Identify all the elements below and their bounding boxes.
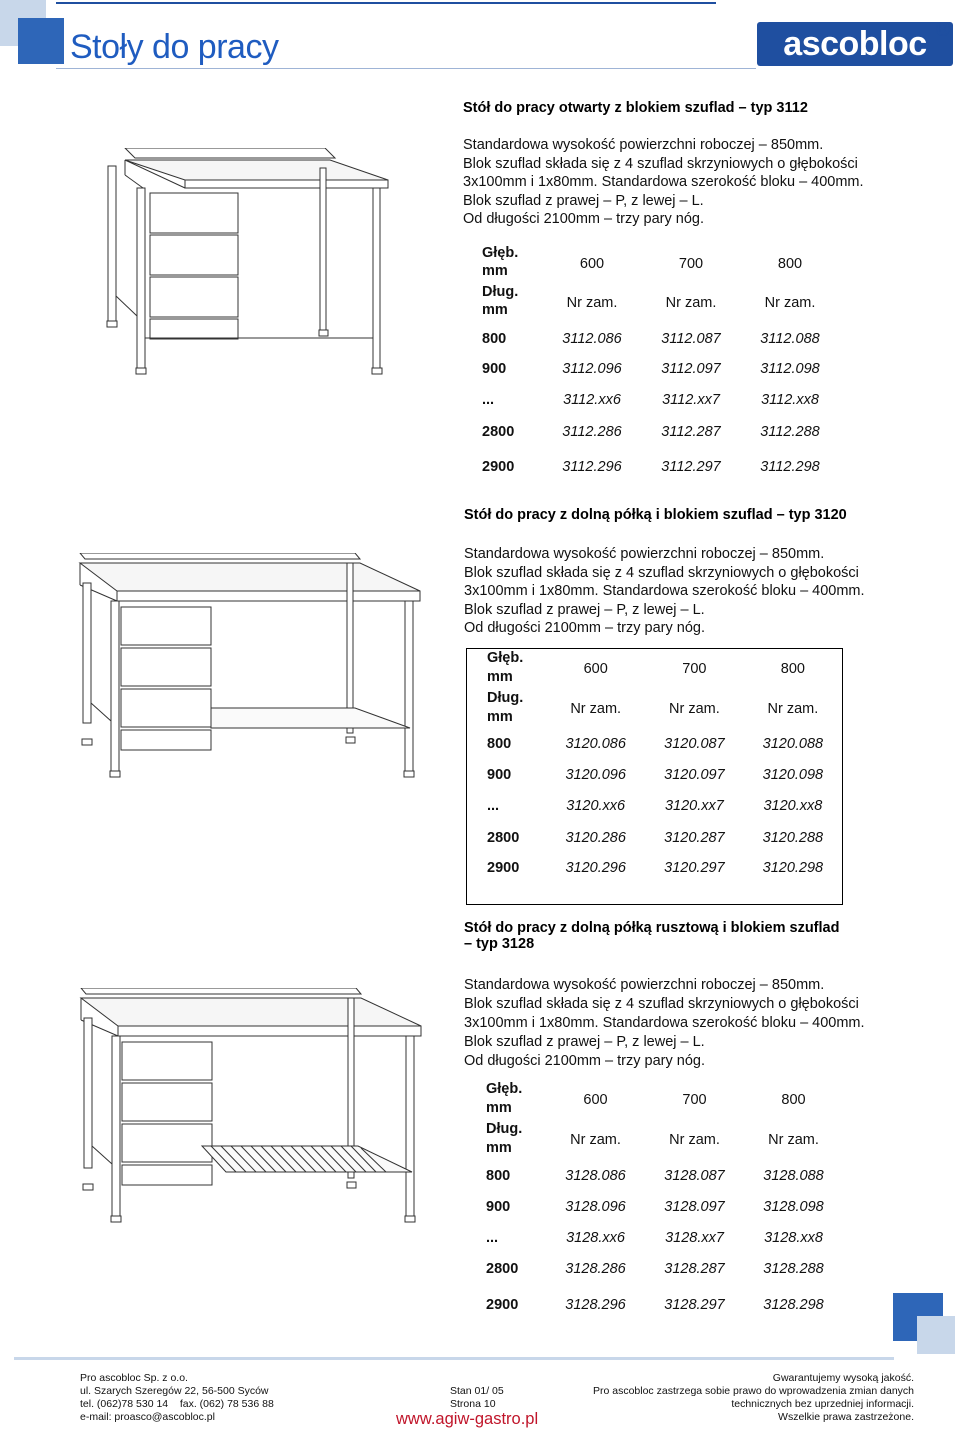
- order-code: 3112.xx6: [563, 391, 621, 408]
- desc-line: Od długości 2100mm – trzy pary nóg.: [463, 211, 704, 227]
- desc-line: Standardowa wysokość powierzchni roboczej – 850mm.: [464, 546, 825, 562]
- order-code: 3128.087: [664, 1167, 725, 1184]
- table-row: [480, 449, 840, 485]
- footer-rule: [14, 1357, 894, 1360]
- length-value: 800: [482, 330, 507, 347]
- desc-line: Blok szuflad z prawej – P, z lewej – L.: [464, 1034, 705, 1050]
- desc-line: Blok szuflad składa się z 4 szuflad skrzyniowych o głębokości: [463, 155, 858, 172]
- desc-line: Blok szuflad składa się z 4 szuflad skrzyniowych o głębokości: [464, 564, 859, 581]
- order-code: 3128.xx7: [665, 1229, 724, 1246]
- table-row: [466, 1191, 843, 1222]
- desc-line: Standardowa wysokość powierzchni roboczej – 850mm.: [464, 977, 825, 993]
- desc-line: 3x100mm i 1x80mm. Standardowa szerokość bloku – 400mm.: [463, 174, 864, 190]
- order-code: 3128.298: [763, 1297, 824, 1313]
- section-3128-title-line: – typ 3128: [464, 936, 535, 952]
- table-row: [466, 1160, 843, 1191]
- order-code: 3128.096: [565, 1198, 626, 1215]
- depth-label: Głęb. mm: [482, 245, 519, 279]
- order-code: 3128.296: [565, 1297, 626, 1313]
- order-code: 3128.297: [664, 1297, 725, 1313]
- order-code: 3120.097: [664, 767, 725, 783]
- length-value: ...: [486, 1229, 499, 1246]
- length-label: Dług. mm: [486, 1121, 523, 1156]
- order-code: 3120.098: [762, 767, 824, 783]
- order-code: 3128.xx8: [764, 1229, 823, 1246]
- table-row: [466, 1253, 843, 1285]
- order-code: 3112.097: [661, 361, 721, 377]
- depth-600: 600: [583, 660, 608, 677]
- section-3120-title: Stół do pracy z dolną półką i blokiem szuflad – typ 3120: [464, 507, 847, 523]
- order-code: 3112.298: [760, 459, 820, 475]
- desc-line: 3x100mm i 1x80mm. Standardowa szerokość bloku – 400mm.: [464, 583, 865, 599]
- order-code: 3128.097: [664, 1198, 725, 1215]
- order-no-header: Nr zam.: [669, 1132, 720, 1148]
- desc-line: 3x100mm i 1x80mm. Standardowa szerokość bloku – 400mm.: [464, 1015, 865, 1031]
- length-value: 2900: [487, 859, 520, 876]
- order-code: 3128.288: [763, 1261, 824, 1277]
- order-code: 3120.287: [664, 829, 725, 846]
- company-phone: tel. (062)78 530 14 fax. (062) 78 536 88: [80, 1398, 274, 1410]
- section-3128-title-line: Stół do pracy z dolną półką rusztową i blokiem szuflad: [464, 920, 840, 936]
- order-code: 3120.296: [565, 859, 626, 876]
- table-3120-illustration: [75, 553, 425, 783]
- order-no-header: Nr zam.: [665, 295, 717, 311]
- length-value: 2900: [482, 459, 515, 475]
- order-no-header: Nr zam.: [669, 700, 720, 717]
- order-no-header: Nr zam.: [566, 295, 618, 311]
- order-code: 3120.xx7: [664, 798, 724, 814]
- disclaimer-line: Pro ascobloc zastrzega sobie prawo do wprowadzenia zmian danych: [592, 1385, 914, 1397]
- length-value: 2800: [482, 424, 515, 440]
- depth-800: 800: [781, 1092, 806, 1108]
- order-code: 3120.288: [762, 829, 824, 846]
- order-code: 3112.086: [562, 330, 622, 347]
- order-code: 3120.088: [762, 736, 824, 752]
- section-3128-title: [464, 920, 839, 952]
- registered-mark-icon: R: [936, 22, 950, 36]
- depth-700: 700: [682, 660, 707, 677]
- table-3112-illustration: [105, 148, 395, 383]
- order-code: 3112.296: [562, 459, 622, 475]
- order-code: 3128.098: [763, 1198, 824, 1215]
- length-value: 800: [487, 736, 512, 752]
- order-no-header: Nr zam.: [764, 295, 816, 311]
- length-label: Dług. mm: [487, 689, 524, 725]
- order-code: 3128.286: [565, 1261, 626, 1277]
- desc-line: Blok szuflad z prawej – P, z lewej – L.: [463, 192, 704, 209]
- length-value: 800: [486, 1167, 511, 1184]
- table-row: [466, 1285, 843, 1325]
- footer-company-info: [80, 1372, 274, 1424]
- order-no-header: Nr zam.: [767, 700, 819, 717]
- order-code: 3128.086: [565, 1167, 626, 1184]
- company-email[interactable]: e-mail: proasco@ascobloc.pl: [80, 1411, 215, 1423]
- section-3112-title: Stół do pracy otwarty z blokiem szuflad – typ 3112: [463, 100, 808, 116]
- table-row: [467, 791, 843, 822]
- section-3112-table: [480, 244, 840, 485]
- order-code: 3112.297: [661, 459, 721, 475]
- order-code: 3120.xx8: [763, 798, 823, 814]
- order-code: 3120.096: [565, 767, 626, 783]
- depth-800: 800: [780, 660, 805, 677]
- company-name: Pro ascobloc Sp. z o.o.: [80, 1372, 188, 1384]
- order-code: 3112.088: [760, 330, 820, 347]
- table-row: [480, 384, 840, 415]
- table-row: [467, 822, 843, 854]
- footer-decor-square-light: [917, 1316, 955, 1354]
- table-row: [466, 1222, 843, 1253]
- desc-line: Blok szuflad z prawej – P, z lewej – L.: [464, 601, 705, 618]
- ascobloc-logo: ascobloc: [757, 22, 953, 66]
- table-row: [467, 760, 843, 791]
- depth-label: Głęb. mm: [487, 650, 524, 685]
- depth-800: 800: [777, 255, 803, 272]
- depth-700: 700: [682, 1092, 707, 1108]
- table-row: [467, 854, 843, 905]
- order-code: 3112.xx8: [761, 391, 819, 408]
- table-3128-illustration: [76, 988, 426, 1228]
- website-link[interactable]: www.agiw-gastro.pl: [396, 1410, 539, 1428]
- disclaimer-line: Gwarantujemy wysoką jakość.: [772, 1372, 914, 1384]
- length-value: 2800: [487, 829, 520, 846]
- header-rule: [56, 2, 716, 4]
- length-value: 900: [482, 361, 507, 377]
- order-code: 3120.286: [565, 829, 626, 846]
- desc-line: Standardowa wysokość powierzchni roboczej – 850mm.: [463, 137, 824, 153]
- depth-700: 700: [678, 255, 704, 272]
- table-row: [467, 729, 843, 760]
- order-code: 3112.xx7: [662, 391, 720, 408]
- order-code: 3128.xx6: [566, 1229, 625, 1246]
- order-code: 3120.298: [762, 859, 824, 876]
- length-value: ...: [487, 798, 500, 814]
- order-no-header: Nr zam.: [768, 1132, 819, 1148]
- order-code: 3112.287: [661, 424, 721, 440]
- section-3120-table: [466, 648, 843, 905]
- company-address: ul. Szarych Szeregów 22, 56-500 Syców: [80, 1385, 269, 1397]
- page-title: Stoły do pracy: [70, 28, 279, 66]
- desc-line: Od długości 2100mm – trzy pary nóg.: [464, 620, 705, 636]
- order-code: 3120.086: [565, 736, 626, 752]
- footer-page-info: [450, 1385, 504, 1411]
- disclaimer-line: Wszelkie prawa zastrzeżone.: [778, 1411, 914, 1423]
- order-code: 3112.087: [661, 330, 721, 347]
- length-value: 900: [486, 1198, 511, 1215]
- order-code: 3112.288: [760, 424, 820, 440]
- table-row: [480, 354, 840, 384]
- length-value: 2800: [486, 1261, 519, 1277]
- header-underline: [56, 68, 756, 69]
- order-code: 3120.xx6: [566, 798, 626, 814]
- order-no-header: Nr zam.: [570, 700, 622, 717]
- depth-label: Głęb. mm: [486, 1081, 523, 1116]
- order-code: 3120.087: [664, 736, 725, 752]
- header-decor-square-dark: [18, 18, 64, 64]
- length-value: 900: [487, 767, 512, 783]
- section-3120-description: [464, 545, 865, 638]
- section-3128-description: [464, 976, 865, 1071]
- order-code: 3128.088: [763, 1167, 824, 1184]
- length-value: 2900: [486, 1297, 519, 1313]
- table-row: [480, 323, 840, 354]
- revision-status: Stan 01/ 05: [450, 1385, 504, 1397]
- section-3128-table: [466, 1080, 843, 1325]
- desc-line: Blok szuflad składa się z 4 szuflad skrzyniowych o głębokości: [464, 996, 859, 1012]
- length-value: ...: [482, 391, 495, 408]
- table-row: [480, 415, 840, 449]
- depth-600: 600: [579, 255, 605, 272]
- desc-line: Od długości 2100mm – trzy pary nóg.: [464, 1053, 705, 1069]
- section-3112-description: [463, 136, 864, 229]
- footer-disclaimer: [593, 1372, 914, 1424]
- depth-600: 600: [583, 1092, 608, 1108]
- page-number: Strona 10: [450, 1398, 496, 1410]
- order-code: 3120.297: [664, 859, 725, 876]
- length-label: Dług. mm: [482, 284, 519, 318]
- order-code: 3112.286: [562, 424, 622, 440]
- disclaimer-line: technicznych bez uprzedniej informacji.: [731, 1398, 914, 1410]
- order-code: 3128.287: [664, 1261, 725, 1277]
- order-code: 3112.096: [562, 361, 622, 377]
- order-code: 3112.098: [760, 361, 820, 377]
- order-no-header: Nr zam.: [570, 1132, 621, 1148]
